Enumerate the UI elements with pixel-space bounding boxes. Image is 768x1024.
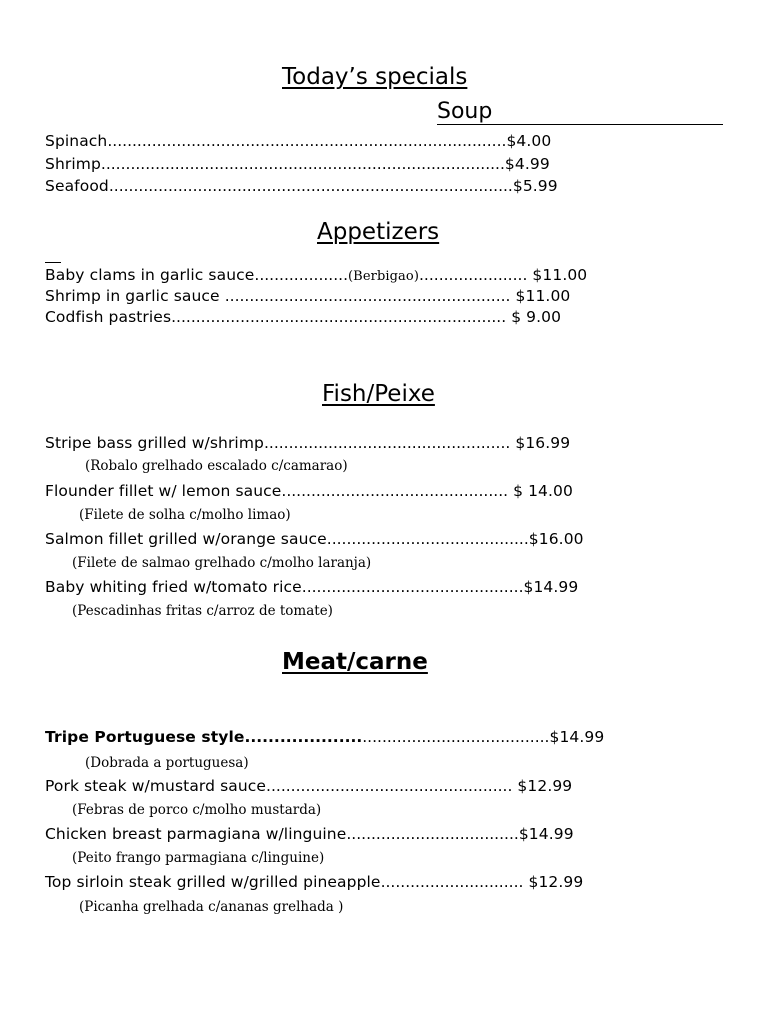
item-name: Flounder fillet w/ lemon sauce	[45, 482, 282, 500]
leader-dots: ...................................	[346, 825, 519, 843]
soup-heading-underline	[437, 124, 723, 125]
menu-item-tripe	[45, 728, 604, 746]
menu-item-shrimp-garlic	[45, 287, 570, 305]
item-name: Baby clams in garlic sauce	[45, 266, 255, 284]
item-price: $16.00	[528, 530, 584, 548]
item-price: $11.00	[510, 287, 571, 305]
item-price: $14.99	[523, 578, 579, 596]
item-price: $11.00	[527, 266, 588, 284]
item-price: $12.99	[523, 873, 584, 891]
item-name: Shrimp	[45, 155, 101, 173]
leader-dots: .............................	[380, 873, 524, 891]
leader-dots: ..................................................	[263, 434, 511, 452]
leader-dots: ..................................................................................	[108, 177, 513, 195]
item-name: Shrimp in garlic sauce	[45, 287, 225, 305]
leader-dots: ..........................................................	[224, 287, 511, 305]
item-note: (Berbigao)	[348, 269, 419, 284]
leader-dots: .........................................	[326, 530, 529, 548]
leader-dots: ..............................................	[281, 482, 509, 500]
menu-item-seafood	[45, 177, 558, 195]
item-translation: (Robalo grelhado escalado c/camarao)	[85, 458, 348, 474]
item-name: Pork steak w/mustard sauce	[45, 777, 267, 795]
item-name: Codfish pastries	[45, 308, 172, 326]
item-translation: (Picanha grelhada c/ananas grelhada )	[79, 899, 344, 915]
menu-item-flounder	[45, 482, 573, 500]
item-translation: (Pescadinhas fritas c/arroz de tomate)	[72, 603, 333, 619]
fish-heading: Fish/Peixe	[322, 381, 435, 407]
leader-dots: .................................................................................	[107, 132, 507, 150]
item-price: $4.00	[506, 132, 552, 150]
item-name: Top sirloin steak grilled w/grilled pineapple	[45, 873, 381, 891]
item-translation: (Febras de porco c/molho mustarda)	[72, 802, 322, 818]
item-translation: (Filete de solha c/molho limao)	[79, 507, 291, 523]
item-price: $14.99	[549, 728, 605, 746]
item-name: Salmon fillet grilled w/orange sauce	[45, 530, 327, 548]
item-price: $16.99	[510, 434, 571, 452]
meat-heading: Meat/carne	[282, 649, 428, 675]
menu-item-stripe-bass	[45, 434, 570, 452]
menu-item-baby-clams	[45, 266, 587, 284]
appetizers-heading: Appetizers	[317, 219, 440, 245]
menu-item-top-sirloin	[45, 873, 583, 891]
menu-item-pork-steak	[45, 777, 572, 795]
item-name: Chicken breast parmagiana w/linguine	[45, 825, 347, 843]
item-price: $14.99	[518, 825, 574, 843]
item-translation: (Peito frango parmagiana c/linguine)	[72, 850, 325, 866]
menu-item-spinach	[45, 132, 551, 150]
item-price: $4.99	[504, 155, 550, 173]
item-price: $ 14.00	[508, 482, 573, 500]
item-name: Tripe Portuguese style	[45, 728, 245, 746]
leader-dots: ...................	[254, 266, 349, 284]
item-price: $ 9.00	[506, 308, 562, 326]
stray-underline-mark	[45, 262, 61, 263]
menu-item-shrimp	[45, 155, 550, 173]
leader-dots: ....................................................................	[171, 308, 507, 326]
page-title: Today’s specials	[282, 64, 468, 90]
leader-dots: ......................	[419, 266, 528, 284]
item-price: $12.99	[512, 777, 573, 795]
leader-dots: .............................................	[301, 578, 524, 596]
item-name: Seafood	[45, 177, 109, 195]
item-price: $5.99	[512, 177, 558, 195]
menu-item-chicken-breast	[45, 825, 574, 843]
menu-item-codfish	[45, 308, 561, 326]
soup-heading: Soup	[437, 99, 493, 124]
item-translation: (Dobrada a portuguesa)	[85, 755, 249, 771]
item-translation: (Filete de salmao grelhado c/molho laranja)	[72, 555, 372, 571]
item-name: Baby whiting fried w/tomato rice	[45, 578, 302, 596]
leader-dots: ..................................................................................	[100, 155, 505, 173]
leader-dots: ....................	[244, 728, 363, 746]
leader-dots: ......................................	[362, 728, 550, 746]
menu-item-baby-whiting	[45, 578, 578, 596]
item-name: Spinach	[45, 132, 108, 150]
menu-item-salmon	[45, 530, 584, 548]
item-name: Stripe bass grilled w/shrimp	[45, 434, 264, 452]
leader-dots: ..................................................	[266, 777, 513, 795]
